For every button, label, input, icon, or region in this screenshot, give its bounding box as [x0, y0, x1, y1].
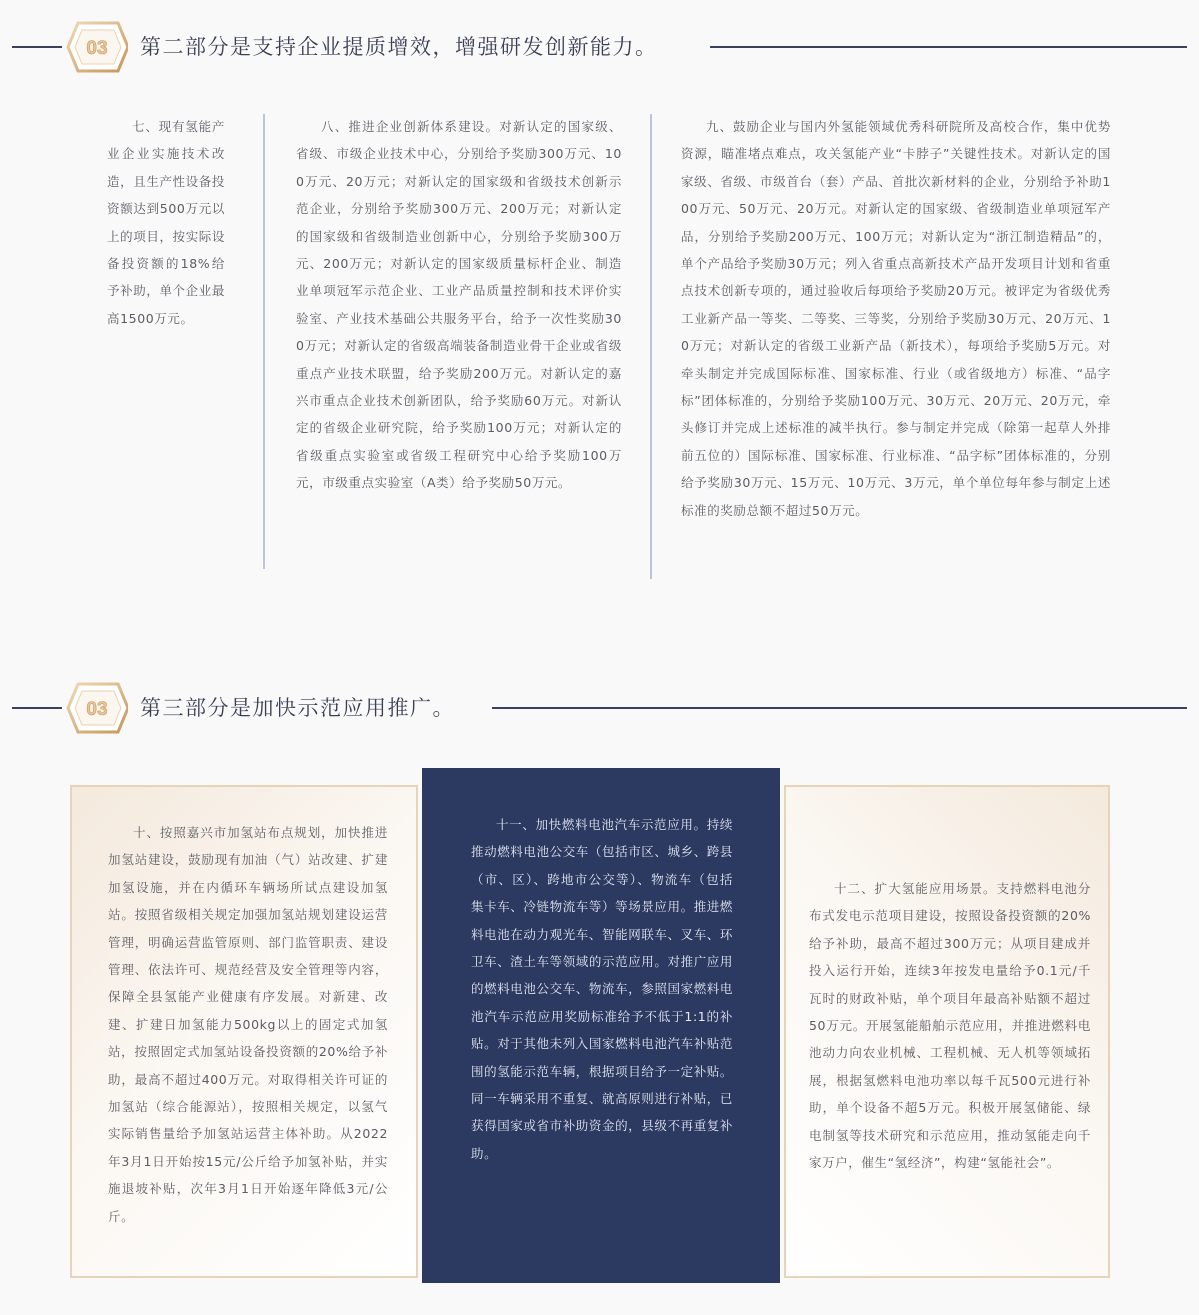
- header-line-left: [12, 46, 62, 48]
- section2-header: [0, 17, 1199, 77]
- section2-col2: 八、推进企业创新体系建设。对新认定的国家级、省级、市级企业技术中心，分别给予奖励300万元、100万元、20万元；对新认定的国家级和省级技术创新示范企业，分别给予奖励300万元、200万元；对新认定的国家级和省级制造业创新中心，分别给予奖励300万元、200万元；对新认定的国家级质量标杆企业、制造业单项冠军示范企业、工业产品质量控制和技术评价实验室、产业技术基础公共服务平台，给予一次性奖励300万元；对新认定的省级高端装备制造业骨干企业或省级重点产业技术联盟，给予奖励200万元。对新认定的嘉兴市重点企业技术创新团队，给予奖励60万元。对新认定的省级企业研究院，给予奖励100万元；对新认定的省级重点实验室或省级工程研究中心给予奖励100万元，市级重点实验室（A类）给予奖励50万元。: [296, 119, 622, 491]
- divider-2: [650, 114, 652, 579]
- badge-number: 03: [86, 38, 108, 59]
- header-line-right: [710, 46, 1187, 48]
- section3-header: [0, 678, 1199, 738]
- card-left-text: 十、按照嘉兴市加氢站布点规划，加快推进加氢站建设，鼓励现有加油（气）站改建、扩建加氢设施，并在内循环车辆场所试点建设加氢站。按照省级相关规定加强加氢站规划建设运营管理，明确运营监管原则、部门监管职责、建设管理、依法许可、规范经营及安全管理等内容，保障全县氢能产业健康有序发展。对新建、改建、扩建日加氢能力500kg以上的固定式加氢站，按照固定式加氢站设备投资额的20%给予补助，最高不超过400万元。对取得相关许可证的加氢站（综合能源站），按照相关规定，以氢气实际销售量给予加氢站运营主体补助。从2022年3月1日开始按15元/公斤给予加氢补贴，并实施退坡补贴，次年3月1日开始逐年降低3元/公斤。: [108, 825, 388, 1224]
- header-line-right: [492, 707, 1187, 709]
- card-right: [784, 785, 1110, 1278]
- badge-icon: [64, 21, 128, 73]
- section3-title: 第三部分是加快示范应用推广。: [140, 696, 455, 720]
- card-right-text: 十二、扩大氢能应用场景。支持燃料电池分布式发电示范项目建设，按照设备投资额的20%给予补助，最高不超过300万元；从项目建成并投入运行开始，连续3年按发电量给予0.1元/千瓦时的财政补贴，单个项目年最高补贴额不超过50万元。开展氢能船舶示范应用，并推进燃料电池动力向农业机械、工程机械、无人机等领域拓展，根据氢燃料电池功率以每千瓦500元进行补助，单个设备不超5万元。积极开展氢储能、绿电制氢等技术研究和示范应用，推动氢能走向千家万户，催生“氢经济”，构建“氢能社会”。: [809, 881, 1091, 1171]
- badge-number: 03: [86, 699, 108, 720]
- badge-icon: [64, 682, 128, 734]
- card-left: [70, 785, 418, 1278]
- divider-1: [263, 114, 265, 569]
- card-center: [422, 768, 780, 1283]
- header-line-left: [12, 707, 62, 709]
- section2-col3: 九、鼓励企业与国内外氢能领域优秀科研院所及高校合作，集中优势资源，瞄准堵点难点，攻关氢能产业“卡脖子”关键性技术。对新认定的国家级、省级、市级首台（套）产品、首批次新材料的企业，分别给予补助100万元、50万元、20万元。对新认定的国家级、省级制造业单项冠军产品，分别给予奖励200万元、100万元；对新认定为“浙江制造精品”的，单个产品给予奖励30万元；列入省重点高新技术产品开发项目计划和省重点技术创新专项的，通过验收后每项给予奖励20万元。被评定为省级优秀工业新产品一等奖、二等奖、三等奖，分别给予奖励30万元、20万元、10万元；对新认定的省级工业新产品（新技术），每项给予奖励5万元。对牵头制定并完成国际标准、国家标准、行业（或省级地方）标准、“品字标”团体标准的，分别给予奖励100万元、30万元、20万元、20万元，牵头修订并完成上述标准的减半执行。参与制定并完成（除第一起草人外排前五位的）国际标准、国家标准、行业标准、“品字标”团体标准的，分别给予奖励30万元、15万元、10万元、3万元，单个单位每年参与制定上述标准的奖励总额不超过50万元。: [681, 119, 1111, 518]
- card-center-text: 十一、加快燃料电池汽车示范应用。持续推动燃料电池公交车（包括市区、城乡、跨县（市、区）、跨地市公交等）、物流车（包括集卡车、冷链物流车等）等场景应用。推进燃料电池在动力观光车、智能网联车、叉车、环卫车、渣土车等领域的示范应用。对推广应用的燃料电池公交车、物流车，参照国家燃料电池汽车示范应用奖励标准给予不低于1:1的补贴。对于其他未列入国家燃料电池汽车补贴范围的氢能示范车辆，根据项目给予一定补贴。同一车辆采用不重复、就高原则进行补贴，已获得国家或省市补助资金的，县级不再重复补助。: [471, 817, 734, 1161]
- section2-col1: 七、现有氢能产业企业实施技术改造，且生产性设备投资额达到500万元以上的项目，按实际设备投资额的18%给予补助，单个企业最高1500万元。: [107, 119, 225, 326]
- section2-title: 第二部分是支持企业提质增效，增强研发创新能力。: [140, 35, 658, 59]
